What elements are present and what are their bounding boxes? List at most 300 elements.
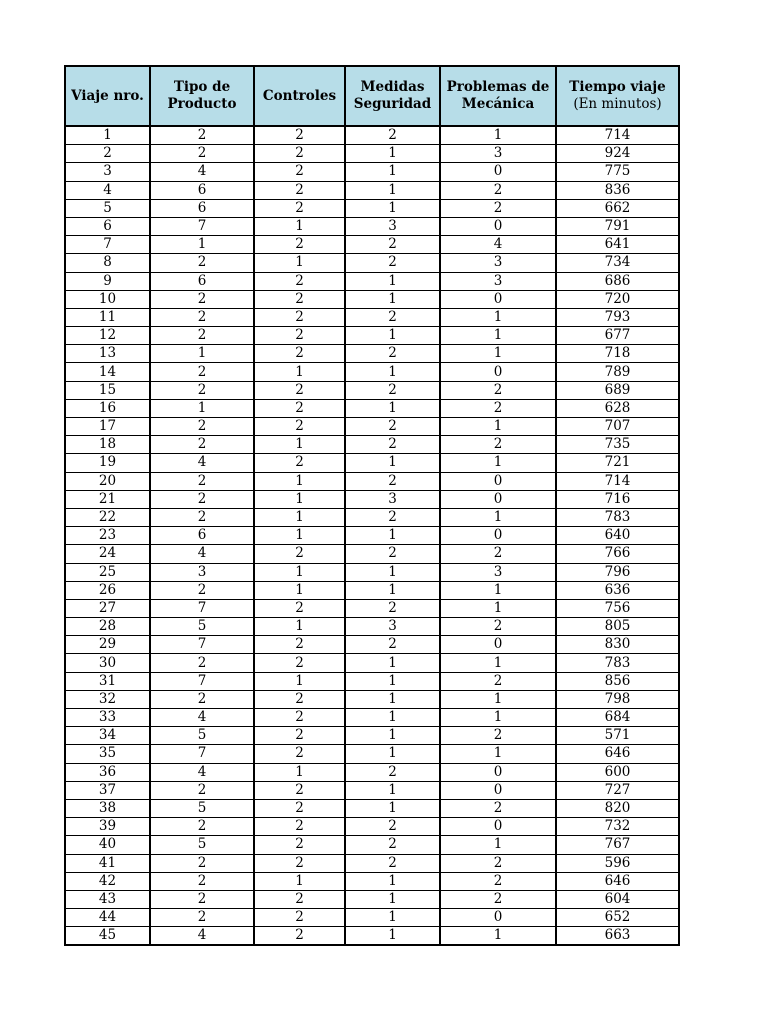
table-row bbox=[65, 618, 679, 636]
cell-tiempo-viaje: 805 bbox=[556, 618, 679, 636]
cell-problemas-mecanica: 1 bbox=[440, 581, 556, 599]
table-row bbox=[65, 709, 679, 727]
cell-medidas-seguridad: 2 bbox=[345, 345, 440, 363]
table-row bbox=[65, 745, 679, 763]
cell-viaje-nro: 16 bbox=[65, 399, 150, 417]
cell-viaje-nro: 33 bbox=[65, 709, 150, 727]
cell-viaje-nro: 40 bbox=[65, 836, 150, 854]
cell-problemas-mecanica: 2 bbox=[440, 854, 556, 872]
cell-controles: 2 bbox=[254, 599, 345, 617]
cell-tiempo-viaje: 646 bbox=[556, 872, 679, 890]
cell-controles: 2 bbox=[254, 636, 345, 654]
table-row bbox=[65, 872, 679, 890]
trip-data-table bbox=[64, 65, 680, 946]
cell-viaje-nro: 1 bbox=[65, 126, 150, 145]
cell-controles: 2 bbox=[254, 690, 345, 708]
cell-viaje-nro: 23 bbox=[65, 527, 150, 545]
table-row bbox=[65, 854, 679, 872]
cell-controles: 2 bbox=[254, 909, 345, 927]
cell-controles: 1 bbox=[254, 618, 345, 636]
cell-tiempo-viaje: 628 bbox=[556, 399, 679, 417]
cell-tipo-producto: 1 bbox=[150, 399, 254, 417]
cell-controles: 1 bbox=[254, 581, 345, 599]
cell-problemas-mecanica: 0 bbox=[440, 217, 556, 235]
table-row bbox=[65, 672, 679, 690]
table-row bbox=[65, 254, 679, 272]
cell-problemas-mecanica: 0 bbox=[440, 363, 556, 381]
cell-viaje-nro: 25 bbox=[65, 563, 150, 581]
cell-controles: 2 bbox=[254, 308, 345, 326]
cell-tipo-producto: 2 bbox=[150, 308, 254, 326]
cell-problemas-mecanica: 0 bbox=[440, 290, 556, 308]
cell-problemas-mecanica: 4 bbox=[440, 236, 556, 254]
cell-problemas-mecanica: 1 bbox=[440, 418, 556, 436]
cell-tiempo-viaje: 641 bbox=[556, 236, 679, 254]
header-subline: (En minutos) bbox=[573, 96, 662, 112]
cell-viaje-nro: 19 bbox=[65, 454, 150, 472]
cell-tipo-producto: 4 bbox=[150, 763, 254, 781]
cell-problemas-mecanica: 0 bbox=[440, 781, 556, 799]
cell-tiempo-viaje: 677 bbox=[556, 327, 679, 345]
cell-viaje-nro: 8 bbox=[65, 254, 150, 272]
cell-medidas-seguridad: 1 bbox=[345, 709, 440, 727]
cell-tipo-producto: 2 bbox=[150, 472, 254, 490]
cell-controles: 1 bbox=[254, 672, 345, 690]
header-line: Problemas de bbox=[446, 79, 550, 95]
table-body bbox=[65, 126, 679, 945]
cell-controles: 2 bbox=[254, 927, 345, 946]
cell-tipo-producto: 2 bbox=[150, 872, 254, 890]
cell-tiempo-viaje: 689 bbox=[556, 381, 679, 399]
cell-tipo-producto: 2 bbox=[150, 781, 254, 799]
cell-problemas-mecanica: 0 bbox=[440, 763, 556, 781]
cell-medidas-seguridad: 3 bbox=[345, 217, 440, 235]
table-row bbox=[65, 636, 679, 654]
cell-tipo-producto: 2 bbox=[150, 436, 254, 454]
cell-tiempo-viaje: 652 bbox=[556, 909, 679, 927]
table-row bbox=[65, 272, 679, 290]
cell-tipo-producto: 7 bbox=[150, 599, 254, 617]
cell-viaje-nro: 18 bbox=[65, 436, 150, 454]
cell-controles: 2 bbox=[254, 709, 345, 727]
cell-controles: 1 bbox=[254, 363, 345, 381]
cell-tipo-producto: 6 bbox=[150, 181, 254, 199]
cell-controles: 2 bbox=[254, 454, 345, 472]
cell-tiempo-viaje: 707 bbox=[556, 418, 679, 436]
cell-controles: 1 bbox=[254, 472, 345, 490]
cell-medidas-seguridad: 2 bbox=[345, 763, 440, 781]
cell-problemas-mecanica: 0 bbox=[440, 527, 556, 545]
header-line: Medidas bbox=[360, 79, 425, 95]
cell-medidas-seguridad: 1 bbox=[345, 272, 440, 290]
table-row bbox=[65, 836, 679, 854]
cell-medidas-seguridad: 2 bbox=[345, 854, 440, 872]
table-row bbox=[65, 290, 679, 308]
cell-tiempo-viaje: 571 bbox=[556, 727, 679, 745]
cell-medidas-seguridad: 2 bbox=[345, 545, 440, 563]
table-row bbox=[65, 145, 679, 163]
table-row bbox=[65, 327, 679, 345]
cell-medidas-seguridad: 1 bbox=[345, 909, 440, 927]
cell-tiempo-viaje: 791 bbox=[556, 217, 679, 235]
table-row bbox=[65, 399, 679, 417]
cell-problemas-mecanica: 3 bbox=[440, 272, 556, 290]
table-row bbox=[65, 890, 679, 908]
cell-medidas-seguridad: 1 bbox=[345, 927, 440, 946]
header-tiempo-viaje bbox=[556, 66, 679, 126]
cell-controles: 1 bbox=[254, 436, 345, 454]
table-row bbox=[65, 490, 679, 508]
cell-medidas-seguridad: 1 bbox=[345, 563, 440, 581]
table-row bbox=[65, 545, 679, 563]
table-row bbox=[65, 454, 679, 472]
table-row bbox=[65, 563, 679, 581]
table-row bbox=[65, 818, 679, 836]
cell-tiempo-viaje: 796 bbox=[556, 563, 679, 581]
cell-medidas-seguridad: 2 bbox=[345, 308, 440, 326]
cell-medidas-seguridad: 2 bbox=[345, 418, 440, 436]
table-row bbox=[65, 727, 679, 745]
cell-tiempo-viaje: 783 bbox=[556, 508, 679, 526]
cell-tiempo-viaje: 686 bbox=[556, 272, 679, 290]
table-row bbox=[65, 472, 679, 490]
table-row bbox=[65, 436, 679, 454]
cell-controles: 2 bbox=[254, 145, 345, 163]
cell-tipo-producto: 5 bbox=[150, 799, 254, 817]
cell-controles: 2 bbox=[254, 236, 345, 254]
cell-viaje-nro: 45 bbox=[65, 927, 150, 946]
cell-problemas-mecanica: 2 bbox=[440, 872, 556, 890]
cell-controles: 2 bbox=[254, 163, 345, 181]
cell-viaje-nro: 42 bbox=[65, 872, 150, 890]
cell-tiempo-viaje: 789 bbox=[556, 363, 679, 381]
cell-controles: 1 bbox=[254, 254, 345, 272]
cell-medidas-seguridad: 2 bbox=[345, 472, 440, 490]
header-problemas-mecanica bbox=[440, 66, 556, 126]
cell-tiempo-viaje: 856 bbox=[556, 672, 679, 690]
cell-controles: 1 bbox=[254, 872, 345, 890]
header-line: Seguridad bbox=[353, 96, 432, 112]
cell-viaje-nro: 31 bbox=[65, 672, 150, 690]
cell-tipo-producto: 2 bbox=[150, 818, 254, 836]
cell-controles: 2 bbox=[254, 818, 345, 836]
cell-viaje-nro: 13 bbox=[65, 345, 150, 363]
cell-medidas-seguridad: 2 bbox=[345, 254, 440, 272]
cell-problemas-mecanica: 2 bbox=[440, 890, 556, 908]
cell-tipo-producto: 2 bbox=[150, 890, 254, 908]
cell-tipo-producto: 2 bbox=[150, 254, 254, 272]
cell-tiempo-viaje: 727 bbox=[556, 781, 679, 799]
cell-controles: 2 bbox=[254, 126, 345, 145]
cell-medidas-seguridad: 1 bbox=[345, 363, 440, 381]
cell-controles: 2 bbox=[254, 781, 345, 799]
cell-viaje-nro: 17 bbox=[65, 418, 150, 436]
cell-viaje-nro: 41 bbox=[65, 854, 150, 872]
cell-problemas-mecanica: 0 bbox=[440, 636, 556, 654]
cell-problemas-mecanica: 1 bbox=[440, 327, 556, 345]
cell-tipo-producto: 6 bbox=[150, 272, 254, 290]
cell-tiempo-viaje: 735 bbox=[556, 436, 679, 454]
cell-problemas-mecanica: 0 bbox=[440, 909, 556, 927]
cell-problemas-mecanica: 1 bbox=[440, 508, 556, 526]
cell-medidas-seguridad: 1 bbox=[345, 872, 440, 890]
cell-problemas-mecanica: 2 bbox=[440, 399, 556, 417]
table-row bbox=[65, 363, 679, 381]
cell-medidas-seguridad: 2 bbox=[345, 436, 440, 454]
cell-tiempo-viaje: 640 bbox=[556, 527, 679, 545]
header-viaje-nro bbox=[65, 66, 150, 126]
cell-tiempo-viaje: 636 bbox=[556, 581, 679, 599]
cell-problemas-mecanica: 1 bbox=[440, 745, 556, 763]
cell-tipo-producto: 2 bbox=[150, 581, 254, 599]
cell-problemas-mecanica: 2 bbox=[440, 727, 556, 745]
cell-tiempo-viaje: 714 bbox=[556, 126, 679, 145]
header-line: Mecánica bbox=[461, 96, 535, 112]
table-row bbox=[65, 781, 679, 799]
cell-tipo-producto: 4 bbox=[150, 454, 254, 472]
table-row bbox=[65, 199, 679, 217]
cell-viaje-nro: 39 bbox=[65, 818, 150, 836]
table-row bbox=[65, 527, 679, 545]
cell-tipo-producto: 2 bbox=[150, 909, 254, 927]
cell-tipo-producto: 2 bbox=[150, 145, 254, 163]
table-row bbox=[65, 909, 679, 927]
cell-controles: 2 bbox=[254, 890, 345, 908]
cell-medidas-seguridad: 1 bbox=[345, 527, 440, 545]
table-row bbox=[65, 381, 679, 399]
header-row bbox=[65, 66, 679, 126]
table-row bbox=[65, 508, 679, 526]
cell-tipo-producto: 2 bbox=[150, 126, 254, 145]
cell-problemas-mecanica: 1 bbox=[440, 308, 556, 326]
table-row bbox=[65, 599, 679, 617]
cell-tipo-producto: 2 bbox=[150, 508, 254, 526]
cell-tipo-producto: 2 bbox=[150, 363, 254, 381]
cell-problemas-mecanica: 1 bbox=[440, 345, 556, 363]
cell-tipo-producto: 6 bbox=[150, 199, 254, 217]
cell-tiempo-viaje: 662 bbox=[556, 199, 679, 217]
cell-tipo-producto: 4 bbox=[150, 927, 254, 946]
cell-tipo-producto: 6 bbox=[150, 527, 254, 545]
cell-tiempo-viaje: 596 bbox=[556, 854, 679, 872]
cell-problemas-mecanica: 2 bbox=[440, 672, 556, 690]
cell-tipo-producto: 7 bbox=[150, 217, 254, 235]
cell-problemas-mecanica: 1 bbox=[440, 709, 556, 727]
cell-tipo-producto: 2 bbox=[150, 490, 254, 508]
cell-tipo-producto: 3 bbox=[150, 563, 254, 581]
table-row bbox=[65, 763, 679, 781]
cell-problemas-mecanica: 2 bbox=[440, 545, 556, 563]
cell-controles: 1 bbox=[254, 527, 345, 545]
cell-tipo-producto: 4 bbox=[150, 545, 254, 563]
cell-viaje-nro: 27 bbox=[65, 599, 150, 617]
cell-medidas-seguridad: 3 bbox=[345, 490, 440, 508]
cell-controles: 2 bbox=[254, 290, 345, 308]
cell-viaje-nro: 37 bbox=[65, 781, 150, 799]
cell-viaje-nro: 3 bbox=[65, 163, 150, 181]
cell-medidas-seguridad: 1 bbox=[345, 327, 440, 345]
cell-tiempo-viaje: 775 bbox=[556, 163, 679, 181]
cell-medidas-seguridad: 3 bbox=[345, 618, 440, 636]
cell-medidas-seguridad: 2 bbox=[345, 599, 440, 617]
cell-tiempo-viaje: 732 bbox=[556, 818, 679, 836]
cell-viaje-nro: 26 bbox=[65, 581, 150, 599]
cell-medidas-seguridad: 2 bbox=[345, 818, 440, 836]
table-row bbox=[65, 690, 679, 708]
cell-medidas-seguridad: 1 bbox=[345, 163, 440, 181]
cell-tiempo-viaje: 721 bbox=[556, 454, 679, 472]
cell-tipo-producto: 2 bbox=[150, 327, 254, 345]
cell-viaje-nro: 15 bbox=[65, 381, 150, 399]
cell-tipo-producto: 2 bbox=[150, 381, 254, 399]
header-controles bbox=[254, 66, 345, 126]
cell-medidas-seguridad: 2 bbox=[345, 126, 440, 145]
cell-controles: 2 bbox=[254, 272, 345, 290]
cell-controles: 2 bbox=[254, 181, 345, 199]
cell-viaje-nro: 29 bbox=[65, 636, 150, 654]
cell-controles: 2 bbox=[254, 418, 345, 436]
cell-controles: 2 bbox=[254, 345, 345, 363]
cell-tiempo-viaje: 820 bbox=[556, 799, 679, 817]
cell-viaje-nro: 24 bbox=[65, 545, 150, 563]
cell-problemas-mecanica: 3 bbox=[440, 254, 556, 272]
cell-problemas-mecanica: 1 bbox=[440, 690, 556, 708]
cell-controles: 2 bbox=[254, 727, 345, 745]
cell-controles: 2 bbox=[254, 654, 345, 672]
cell-problemas-mecanica: 2 bbox=[440, 199, 556, 217]
cell-problemas-mecanica: 1 bbox=[440, 654, 556, 672]
cell-tipo-producto: 2 bbox=[150, 290, 254, 308]
cell-viaje-nro: 43 bbox=[65, 890, 150, 908]
cell-medidas-seguridad: 1 bbox=[345, 181, 440, 199]
cell-medidas-seguridad: 1 bbox=[345, 145, 440, 163]
cell-viaje-nro: 44 bbox=[65, 909, 150, 927]
cell-problemas-mecanica: 0 bbox=[440, 818, 556, 836]
cell-tiempo-viaje: 924 bbox=[556, 145, 679, 163]
cell-viaje-nro: 14 bbox=[65, 363, 150, 381]
header-line: Tipo de bbox=[173, 79, 231, 95]
cell-medidas-seguridad: 1 bbox=[345, 399, 440, 417]
table-row bbox=[65, 308, 679, 326]
cell-medidas-seguridad: 2 bbox=[345, 381, 440, 399]
cell-controles: 2 bbox=[254, 199, 345, 217]
table-row bbox=[65, 126, 679, 145]
header-line: Tiempo viaje bbox=[569, 79, 666, 95]
cell-controles: 2 bbox=[254, 399, 345, 417]
cell-tiempo-viaje: 836 bbox=[556, 181, 679, 199]
cell-tipo-producto: 5 bbox=[150, 727, 254, 745]
cell-tipo-producto: 2 bbox=[150, 690, 254, 708]
header-tipo-producto bbox=[150, 66, 254, 126]
cell-controles: 2 bbox=[254, 836, 345, 854]
cell-problemas-mecanica: 3 bbox=[440, 563, 556, 581]
cell-medidas-seguridad: 1 bbox=[345, 690, 440, 708]
cell-viaje-nro: 5 bbox=[65, 199, 150, 217]
data-table-container bbox=[64, 65, 680, 946]
cell-controles: 1 bbox=[254, 490, 345, 508]
cell-viaje-nro: 7 bbox=[65, 236, 150, 254]
cell-tiempo-viaje: 646 bbox=[556, 745, 679, 763]
cell-controles: 1 bbox=[254, 563, 345, 581]
cell-medidas-seguridad: 1 bbox=[345, 654, 440, 672]
cell-tiempo-viaje: 766 bbox=[556, 545, 679, 563]
cell-medidas-seguridad: 1 bbox=[345, 290, 440, 308]
cell-problemas-mecanica: 3 bbox=[440, 145, 556, 163]
header-line: Viaje nro. bbox=[71, 87, 144, 104]
table-row bbox=[65, 181, 679, 199]
cell-tipo-producto: 1 bbox=[150, 236, 254, 254]
cell-problemas-mecanica: 2 bbox=[440, 381, 556, 399]
cell-tiempo-viaje: 604 bbox=[556, 890, 679, 908]
cell-tipo-producto: 1 bbox=[150, 345, 254, 363]
cell-tiempo-viaje: 714 bbox=[556, 472, 679, 490]
cell-tipo-producto: 2 bbox=[150, 854, 254, 872]
cell-viaje-nro: 10 bbox=[65, 290, 150, 308]
cell-problemas-mecanica: 1 bbox=[440, 126, 556, 145]
cell-medidas-seguridad: 1 bbox=[345, 199, 440, 217]
cell-tiempo-viaje: 767 bbox=[556, 836, 679, 854]
cell-tipo-producto: 4 bbox=[150, 709, 254, 727]
header-line: Producto bbox=[167, 96, 237, 112]
cell-tiempo-viaje: 720 bbox=[556, 290, 679, 308]
cell-medidas-seguridad: 1 bbox=[345, 672, 440, 690]
cell-problemas-mecanica: 1 bbox=[440, 836, 556, 854]
cell-tipo-producto: 7 bbox=[150, 745, 254, 763]
table-header bbox=[65, 66, 679, 126]
cell-medidas-seguridad: 1 bbox=[345, 890, 440, 908]
cell-tipo-producto: 4 bbox=[150, 163, 254, 181]
cell-tiempo-viaje: 830 bbox=[556, 636, 679, 654]
cell-problemas-mecanica: 0 bbox=[440, 163, 556, 181]
cell-viaje-nro: 28 bbox=[65, 618, 150, 636]
header-medidas-seguridad bbox=[345, 66, 440, 126]
cell-problemas-mecanica: 2 bbox=[440, 799, 556, 817]
cell-problemas-mecanica: 1 bbox=[440, 599, 556, 617]
cell-medidas-seguridad: 2 bbox=[345, 636, 440, 654]
table-row bbox=[65, 418, 679, 436]
cell-controles: 2 bbox=[254, 745, 345, 763]
cell-medidas-seguridad: 1 bbox=[345, 799, 440, 817]
cell-viaje-nro: 35 bbox=[65, 745, 150, 763]
cell-problemas-mecanica: 0 bbox=[440, 472, 556, 490]
cell-controles: 1 bbox=[254, 217, 345, 235]
cell-medidas-seguridad: 2 bbox=[345, 508, 440, 526]
cell-controles: 1 bbox=[254, 508, 345, 526]
cell-medidas-seguridad: 1 bbox=[345, 454, 440, 472]
cell-viaje-nro: 9 bbox=[65, 272, 150, 290]
cell-tiempo-viaje: 718 bbox=[556, 345, 679, 363]
cell-medidas-seguridad: 1 bbox=[345, 581, 440, 599]
cell-tiempo-viaje: 756 bbox=[556, 599, 679, 617]
cell-tipo-producto: 2 bbox=[150, 654, 254, 672]
cell-tiempo-viaje: 663 bbox=[556, 927, 679, 946]
cell-tipo-producto: 5 bbox=[150, 836, 254, 854]
cell-controles: 1 bbox=[254, 763, 345, 781]
cell-tiempo-viaje: 716 bbox=[556, 490, 679, 508]
cell-problemas-mecanica: 0 bbox=[440, 490, 556, 508]
table-row bbox=[65, 345, 679, 363]
cell-tiempo-viaje: 684 bbox=[556, 709, 679, 727]
cell-tiempo-viaje: 798 bbox=[556, 690, 679, 708]
cell-viaje-nro: 11 bbox=[65, 308, 150, 326]
cell-viaje-nro: 38 bbox=[65, 799, 150, 817]
cell-tiempo-viaje: 783 bbox=[556, 654, 679, 672]
table-row bbox=[65, 581, 679, 599]
cell-viaje-nro: 22 bbox=[65, 508, 150, 526]
cell-tipo-producto: 7 bbox=[150, 672, 254, 690]
cell-viaje-nro: 34 bbox=[65, 727, 150, 745]
cell-controles: 2 bbox=[254, 799, 345, 817]
